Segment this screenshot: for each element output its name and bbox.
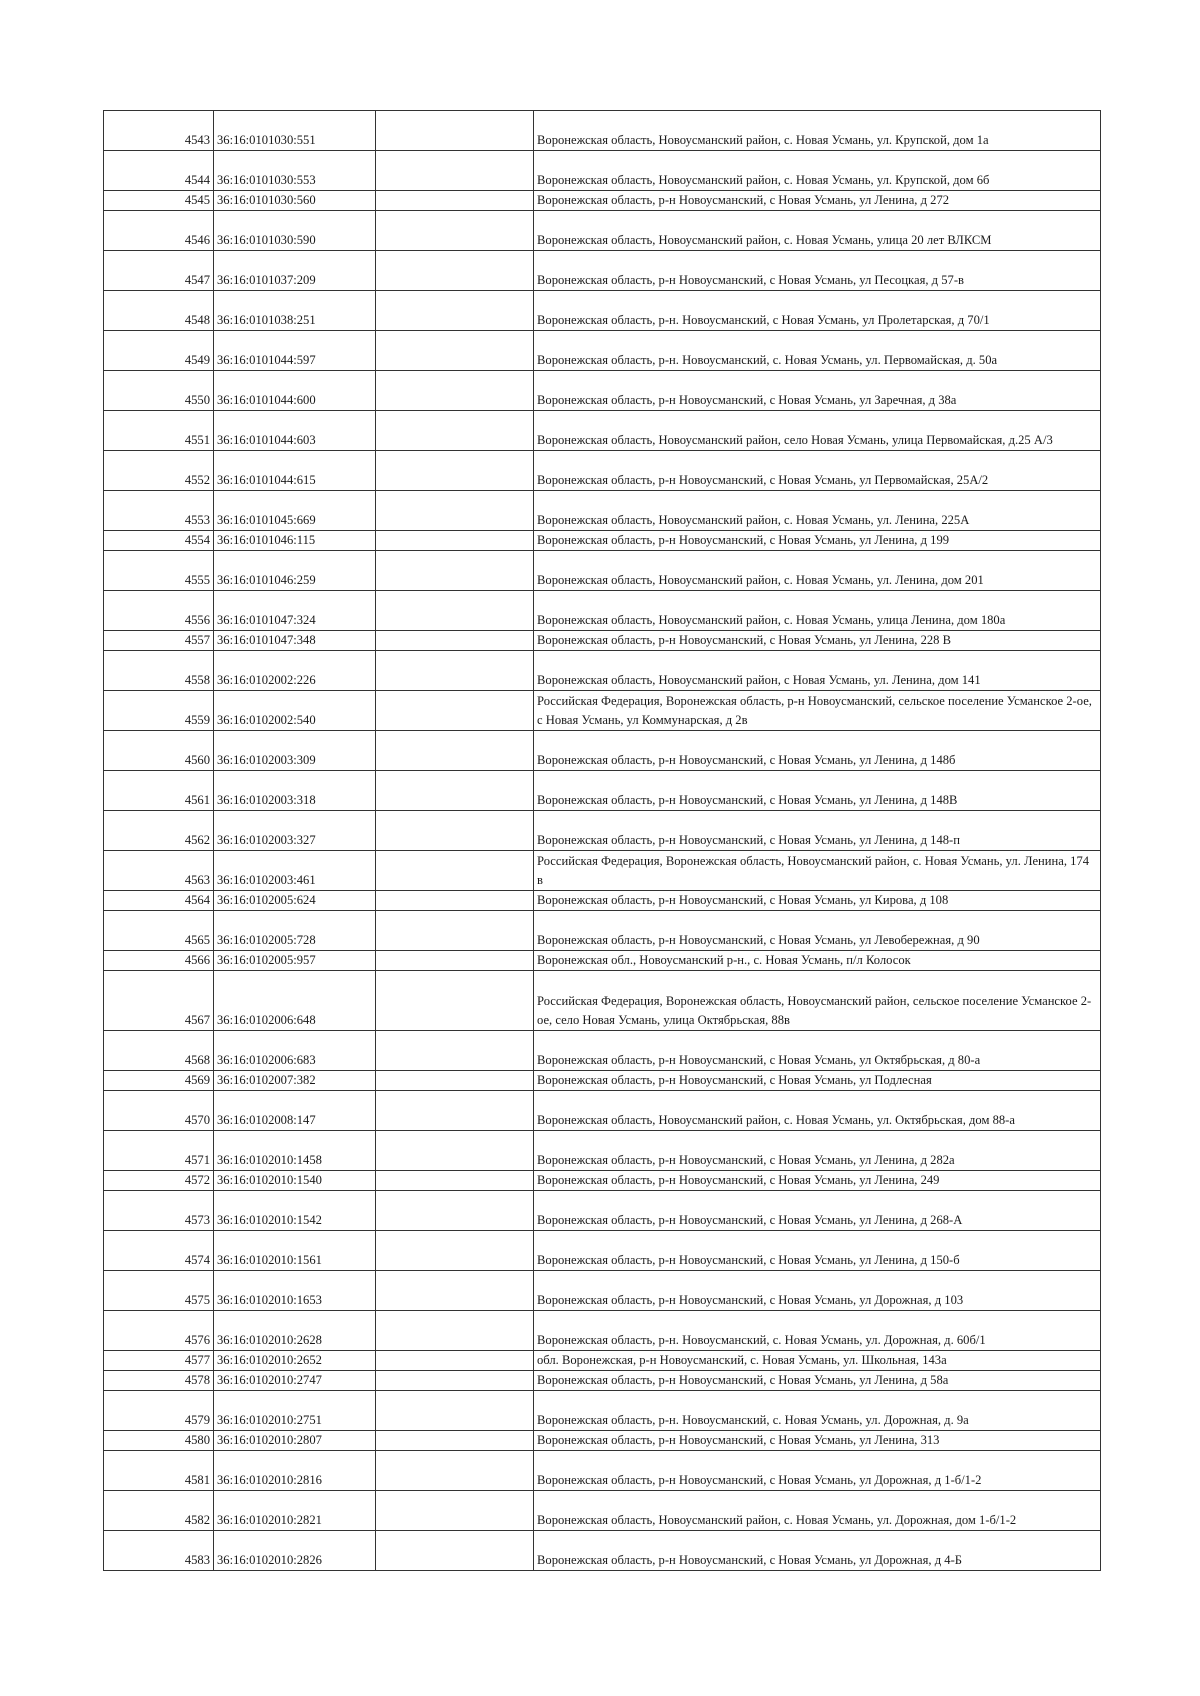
- cadastral-number-cell: 36:16:0102010:1561: [214, 1231, 376, 1271]
- row-number-cell: 4572: [104, 1171, 214, 1191]
- empty-cell: [376, 1271, 534, 1311]
- address-cell: Воронежская область, Новоусманский район, с. Новая Усмань, ул. Дорожная, дом 1-б/1-2: [534, 1491, 1101, 1531]
- row-number-cell: 4568: [104, 1031, 214, 1071]
- cadastral-number-cell: 36:16:0101030:590: [214, 211, 376, 251]
- table-row: [104, 1311, 1101, 1351]
- address-cell: Воронежская область, р-н Новоусманский, с Новая Усмань, ул Ленина, д 199: [534, 531, 1101, 551]
- address-cell: Воронежская область, р-н Новоусманский, с Новая Усмань, ул Кирова, д 108: [534, 891, 1101, 911]
- cadastral-number-cell: 36:16:0101047:324: [214, 591, 376, 631]
- table-row: [104, 731, 1101, 771]
- cadastral-number-cell: 36:16:0102007:382: [214, 1071, 376, 1091]
- row-number-cell: 4549: [104, 331, 214, 371]
- table-row: [104, 331, 1101, 371]
- empty-cell: [376, 691, 534, 731]
- row-number-cell: 4554: [104, 531, 214, 551]
- empty-cell: [376, 1371, 534, 1391]
- empty-cell: [376, 211, 534, 251]
- empty-cell: [376, 731, 534, 771]
- table-row: [104, 451, 1101, 491]
- table-row: [104, 1491, 1101, 1531]
- address-cell: Воронежская область, Новоусманский район, с. Новая Усмань, ул. Крупской, дом 1а: [534, 111, 1101, 151]
- cadastral-number-cell: 36:16:0101046:115: [214, 531, 376, 551]
- empty-cell: [376, 191, 534, 211]
- address-cell: Воронежская область, р-н Новоусманский, с Новая Усмань, ул Ленина, 313: [534, 1431, 1101, 1451]
- cadastral-number-cell: 36:16:0101047:348: [214, 631, 376, 651]
- empty-cell: [376, 951, 534, 971]
- table-row: [104, 551, 1101, 591]
- table-row: [104, 151, 1101, 191]
- row-number-cell: 4546: [104, 211, 214, 251]
- address-cell: Воронежская область, р-н Новоусманский, с Новая Усмань, ул Дорожная, д 4-Б: [534, 1531, 1101, 1571]
- row-number-cell: 4556: [104, 591, 214, 631]
- address-cell: Воронежская область, р-н. Новоусманский, с. Новая Усмань, ул. Дорожная, д. 9а: [534, 1391, 1101, 1431]
- cadastral-number-cell: 36:16:0102010:1540: [214, 1171, 376, 1191]
- row-number-cell: 4558: [104, 651, 214, 691]
- cadastral-number-cell: 36:16:0101037:209: [214, 251, 376, 291]
- address-cell: Воронежская область, р-н Новоусманский, с Новая Усмань, ул Ленина, д 58а: [534, 1371, 1101, 1391]
- address-cell: Воронежская обл., Новоусманский р-н., с. Новая Усмань, п/л Колосок: [534, 951, 1101, 971]
- cadastral-number-cell: 36:16:0102006:683: [214, 1031, 376, 1071]
- empty-cell: [376, 251, 534, 291]
- table-row: [104, 591, 1101, 631]
- cadastral-number-cell: 36:16:0102008:147: [214, 1091, 376, 1131]
- empty-cell: [376, 1431, 534, 1451]
- cadastral-number-cell: 36:16:0102010:2751: [214, 1391, 376, 1431]
- row-number-cell: 4574: [104, 1231, 214, 1271]
- row-number-cell: 4566: [104, 951, 214, 971]
- address-cell: Воронежская область, р-н Новоусманский, с Новая Усмань, ул Ленина, д 282а: [534, 1131, 1101, 1171]
- cadastral-number-cell: 36:16:0102010:2652: [214, 1351, 376, 1371]
- row-number-cell: 4563: [104, 851, 214, 891]
- table-row: [104, 1451, 1101, 1491]
- row-number-cell: 4562: [104, 811, 214, 851]
- empty-cell: [376, 851, 534, 891]
- empty-cell: [376, 811, 534, 851]
- address-cell: Воронежская область, р-н Новоусманский, с Новая Усмань, ул Октябрьская, д 80-а: [534, 1031, 1101, 1071]
- row-number-cell: 4560: [104, 731, 214, 771]
- empty-cell: [376, 911, 534, 951]
- cadastral-number-cell: 36:16:0102002:540: [214, 691, 376, 731]
- address-cell: Воронежская область, р-н Новоусманский, с Новая Усмань, ул Песоцкая, д 57-в: [534, 251, 1101, 291]
- address-cell: Воронежская область, р-н. Новоусманский, с Новая Усмань, ул Пролетарская, д 70/1: [534, 291, 1101, 331]
- address-cell: Воронежская область, р-н Новоусманский, с Новая Усмань, ул Ленина, д 268-А: [534, 1191, 1101, 1231]
- table-row: [104, 111, 1101, 151]
- address-cell: Воронежская область, Новоусманский район, село Новая Усмань, улица Первомайская, д.25 А/3: [534, 411, 1101, 451]
- empty-cell: [376, 1231, 534, 1271]
- table-row: [104, 971, 1101, 1031]
- address-cell: Воронежская область, р-н Новоусманский, с Новая Усмань, ул Дорожная, д 1-б/1-2: [534, 1451, 1101, 1491]
- row-number-cell: 4578: [104, 1371, 214, 1391]
- cadastral-number-cell: 36:16:0102005:728: [214, 911, 376, 951]
- empty-cell: [376, 1131, 534, 1171]
- table-row: [104, 191, 1101, 211]
- row-number-cell: 4583: [104, 1531, 214, 1571]
- empty-cell: [376, 651, 534, 691]
- row-number-cell: 4577: [104, 1351, 214, 1371]
- row-number-cell: 4582: [104, 1491, 214, 1531]
- address-cell: Воронежская область, р-н Новоусманский, с Новая Усмань, ул Ленина, д 148б: [534, 731, 1101, 771]
- empty-cell: [376, 151, 534, 191]
- address-cell: Российская Федерация, Воронежская область, р-н Новоусманский, сельское поселение Усманское 2-ое, с Новая Усмань, ул Коммунарская, д 2в: [534, 691, 1101, 731]
- empty-cell: [376, 491, 534, 531]
- table-row: [104, 1431, 1101, 1451]
- row-number-cell: 4555: [104, 551, 214, 591]
- empty-cell: [376, 411, 534, 451]
- table-row: [104, 1071, 1101, 1091]
- table-row: [104, 911, 1101, 951]
- address-cell: Воронежская область, р-н Новоусманский, с Новая Усмань, ул Ленина, д 148-п: [534, 811, 1101, 851]
- cadastral-number-cell: 36:16:0102010:2747: [214, 1371, 376, 1391]
- empty-cell: [376, 1091, 534, 1131]
- row-number-cell: 4547: [104, 251, 214, 291]
- address-cell: Воронежская область, Новоусманский район, с. Новая Усмань, улица Ленина, дом 180а: [534, 591, 1101, 631]
- cadastral-number-cell: 36:16:0101038:251: [214, 291, 376, 331]
- address-cell: Воронежская область, р-н Новоусманский, с Новая Усмань, ул Ленина, д 148В: [534, 771, 1101, 811]
- empty-cell: [376, 1191, 534, 1231]
- row-number-cell: 4544: [104, 151, 214, 191]
- empty-cell: [376, 891, 534, 911]
- cadastral-number-cell: 36:16:0101044:615: [214, 451, 376, 491]
- registry-table-body: [104, 111, 1101, 1571]
- row-number-cell: 4571: [104, 1131, 214, 1171]
- table-row: [104, 1191, 1101, 1231]
- row-number-cell: 4564: [104, 891, 214, 911]
- cadastral-number-cell: 36:16:0102010:2807: [214, 1431, 376, 1451]
- table-row: [104, 1351, 1101, 1371]
- empty-cell: [376, 371, 534, 411]
- cadastral-number-cell: 36:16:0102003:461: [214, 851, 376, 891]
- row-number-cell: 4545: [104, 191, 214, 211]
- empty-cell: [376, 1391, 534, 1431]
- cadastral-number-cell: 36:16:0101030:553: [214, 151, 376, 191]
- table-row: [104, 1171, 1101, 1191]
- cadastral-number-cell: 36:16:0101044:600: [214, 371, 376, 411]
- address-cell: Российская Федерация, Воронежская область, Новоусманский район, сельское поселение Усманское 2-ое, село Новая Усмань, улица Октябрьская, 88в: [534, 971, 1101, 1031]
- address-cell: Воронежская область, Новоусманский район, с. Новая Усмань, ул. Ленина, 225А: [534, 491, 1101, 531]
- empty-cell: [376, 331, 534, 371]
- table-row: [104, 1091, 1101, 1131]
- cadastral-number-cell: 36:16:0101030:560: [214, 191, 376, 211]
- address-cell: обл. Воронежская, р-н Новоусманский, с. Новая Усмань, ул. Школьная, 143а: [534, 1351, 1101, 1371]
- cadastral-number-cell: 36:16:0102010:2628: [214, 1311, 376, 1351]
- empty-cell: [376, 771, 534, 811]
- row-number-cell: 4550: [104, 371, 214, 411]
- row-number-cell: 4552: [104, 451, 214, 491]
- row-number-cell: 4573: [104, 1191, 214, 1231]
- address-cell: Воронежская область, р-н Новоусманский, с Новая Усмань, ул Ленина, 228 В: [534, 631, 1101, 651]
- empty-cell: [376, 1491, 534, 1531]
- empty-cell: [376, 1451, 534, 1491]
- row-number-cell: 4565: [104, 911, 214, 951]
- table-row: [104, 1131, 1101, 1171]
- table-row: [104, 771, 1101, 811]
- cadastral-number-cell: 36:16:0102010:2826: [214, 1531, 376, 1571]
- address-cell: Воронежская область, р-н Новоусманский, с Новая Усмань, ул Дорожная, д 103: [534, 1271, 1101, 1311]
- row-number-cell: 4543: [104, 111, 214, 151]
- empty-cell: [376, 291, 534, 331]
- empty-cell: [376, 1531, 534, 1571]
- address-cell: Воронежская область, Новоусманский район, с. Новая Усмань, улица 20 лет ВЛКСМ: [534, 211, 1101, 251]
- address-cell: Воронежская область, Новоусманский район, с. Новая Усмань, ул. Крупской, дом 6б: [534, 151, 1101, 191]
- cadastral-number-cell: 36:16:0102010:1542: [214, 1191, 376, 1231]
- row-number-cell: 4575: [104, 1271, 214, 1311]
- cadastral-number-cell: 36:16:0101044:597: [214, 331, 376, 371]
- table-row: [104, 1531, 1101, 1571]
- table-row: [104, 1371, 1101, 1391]
- table-row: [104, 951, 1101, 971]
- table-row: [104, 651, 1101, 691]
- table-row: [104, 1231, 1101, 1271]
- cadastral-number-cell: 36:16:0102002:226: [214, 651, 376, 691]
- table-row: [104, 1391, 1101, 1431]
- empty-cell: [376, 451, 534, 491]
- row-number-cell: 4579: [104, 1391, 214, 1431]
- empty-cell: [376, 631, 534, 651]
- cadastral-number-cell: 36:16:0102010:1653: [214, 1271, 376, 1311]
- document-page: [103, 110, 1100, 1571]
- table-row: [104, 851, 1101, 891]
- empty-cell: [376, 1071, 534, 1091]
- row-number-cell: 4548: [104, 291, 214, 331]
- empty-cell: [376, 1351, 534, 1371]
- table-row: [104, 251, 1101, 291]
- cadastral-number-cell: 36:16:0102003:318: [214, 771, 376, 811]
- table-row: [104, 811, 1101, 851]
- empty-cell: [376, 531, 534, 551]
- empty-cell: [376, 971, 534, 1031]
- cadastral-number-cell: 36:16:0102003:327: [214, 811, 376, 851]
- table-row: [104, 211, 1101, 251]
- cadastral-number-cell: 36:16:0101044:603: [214, 411, 376, 451]
- address-cell: Воронежская область, р-н Новоусманский, с Новая Усмань, ул Ленина, д 272: [534, 191, 1101, 211]
- address-cell: Воронежская область, р-н Новоусманский, с Новая Усмань, ул Заречная, д 38а: [534, 371, 1101, 411]
- cadastral-number-cell: 36:16:0101046:259: [214, 551, 376, 591]
- address-cell: Воронежская область, р-н. Новоусманский, с. Новая Усмань, ул. Дорожная, д. 60б/1: [534, 1311, 1101, 1351]
- table-row: [104, 411, 1101, 451]
- registry-table: [103, 110, 1101, 1571]
- address-cell: Воронежская область, Новоусманский район, с Новая Усмань, ул. Ленина, дом 141: [534, 651, 1101, 691]
- row-number-cell: 4551: [104, 411, 214, 451]
- table-row: [104, 531, 1101, 551]
- cadastral-number-cell: 36:16:0102010:2816: [214, 1451, 376, 1491]
- address-cell: Российская Федерация, Воронежская область, Новоусманский район, с. Новая Усмань, ул. Ленина, 174 в: [534, 851, 1101, 891]
- cadastral-number-cell: 36:16:0102010:1458: [214, 1131, 376, 1171]
- address-cell: Воронежская область, р-н Новоусманский, с Новая Усмань, ул Подлесная: [534, 1071, 1101, 1091]
- table-row: [104, 691, 1101, 731]
- cadastral-number-cell: 36:16:0102003:309: [214, 731, 376, 771]
- address-cell: Воронежская область, Новоусманский район, с. Новая Усмань, ул. Ленина, дом 201: [534, 551, 1101, 591]
- cadastral-number-cell: 36:16:0101030:551: [214, 111, 376, 151]
- cadastral-number-cell: 36:16:0102005:957: [214, 951, 376, 971]
- cadastral-number-cell: 36:16:0101045:669: [214, 491, 376, 531]
- address-cell: Воронежская область, р-н Новоусманский, с Новая Усмань, ул Ленина, 249: [534, 1171, 1101, 1191]
- empty-cell: [376, 1031, 534, 1071]
- address-cell: Воронежская область, р-н. Новоусманский, с. Новая Усмань, ул. Первомайская, д. 50а: [534, 331, 1101, 371]
- address-cell: Воронежская область, р-н Новоусманский, с Новая Усмань, ул Левобережная, д 90: [534, 911, 1101, 951]
- table-row: [104, 1271, 1101, 1311]
- row-number-cell: 4569: [104, 1071, 214, 1091]
- table-row: [104, 371, 1101, 411]
- row-number-cell: 4570: [104, 1091, 214, 1131]
- row-number-cell: 4567: [104, 971, 214, 1031]
- row-number-cell: 4559: [104, 691, 214, 731]
- row-number-cell: 4557: [104, 631, 214, 651]
- empty-cell: [376, 1171, 534, 1191]
- table-row: [104, 1031, 1101, 1071]
- row-number-cell: 4580: [104, 1431, 214, 1451]
- empty-cell: [376, 111, 534, 151]
- row-number-cell: 4561: [104, 771, 214, 811]
- cadastral-number-cell: 36:16:0102010:2821: [214, 1491, 376, 1531]
- table-row: [104, 631, 1101, 651]
- empty-cell: [376, 551, 534, 591]
- address-cell: Воронежская область, р-н Новоусманский, с Новая Усмань, ул Ленина, д 150-б: [534, 1231, 1101, 1271]
- empty-cell: [376, 591, 534, 631]
- cadastral-number-cell: 36:16:0102006:648: [214, 971, 376, 1031]
- row-number-cell: 4576: [104, 1311, 214, 1351]
- row-number-cell: 4581: [104, 1451, 214, 1491]
- address-cell: Воронежская область, р-н Новоусманский, с Новая Усмань, ул Первомайская, 25А/2: [534, 451, 1101, 491]
- address-cell: Воронежская область, Новоусманский район, с. Новая Усмань, ул. Октябрьская, дом 88-а: [534, 1091, 1101, 1131]
- cadastral-number-cell: 36:16:0102005:624: [214, 891, 376, 911]
- table-row: [104, 891, 1101, 911]
- empty-cell: [376, 1311, 534, 1351]
- table-row: [104, 291, 1101, 331]
- table-row: [104, 491, 1101, 531]
- row-number-cell: 4553: [104, 491, 214, 531]
